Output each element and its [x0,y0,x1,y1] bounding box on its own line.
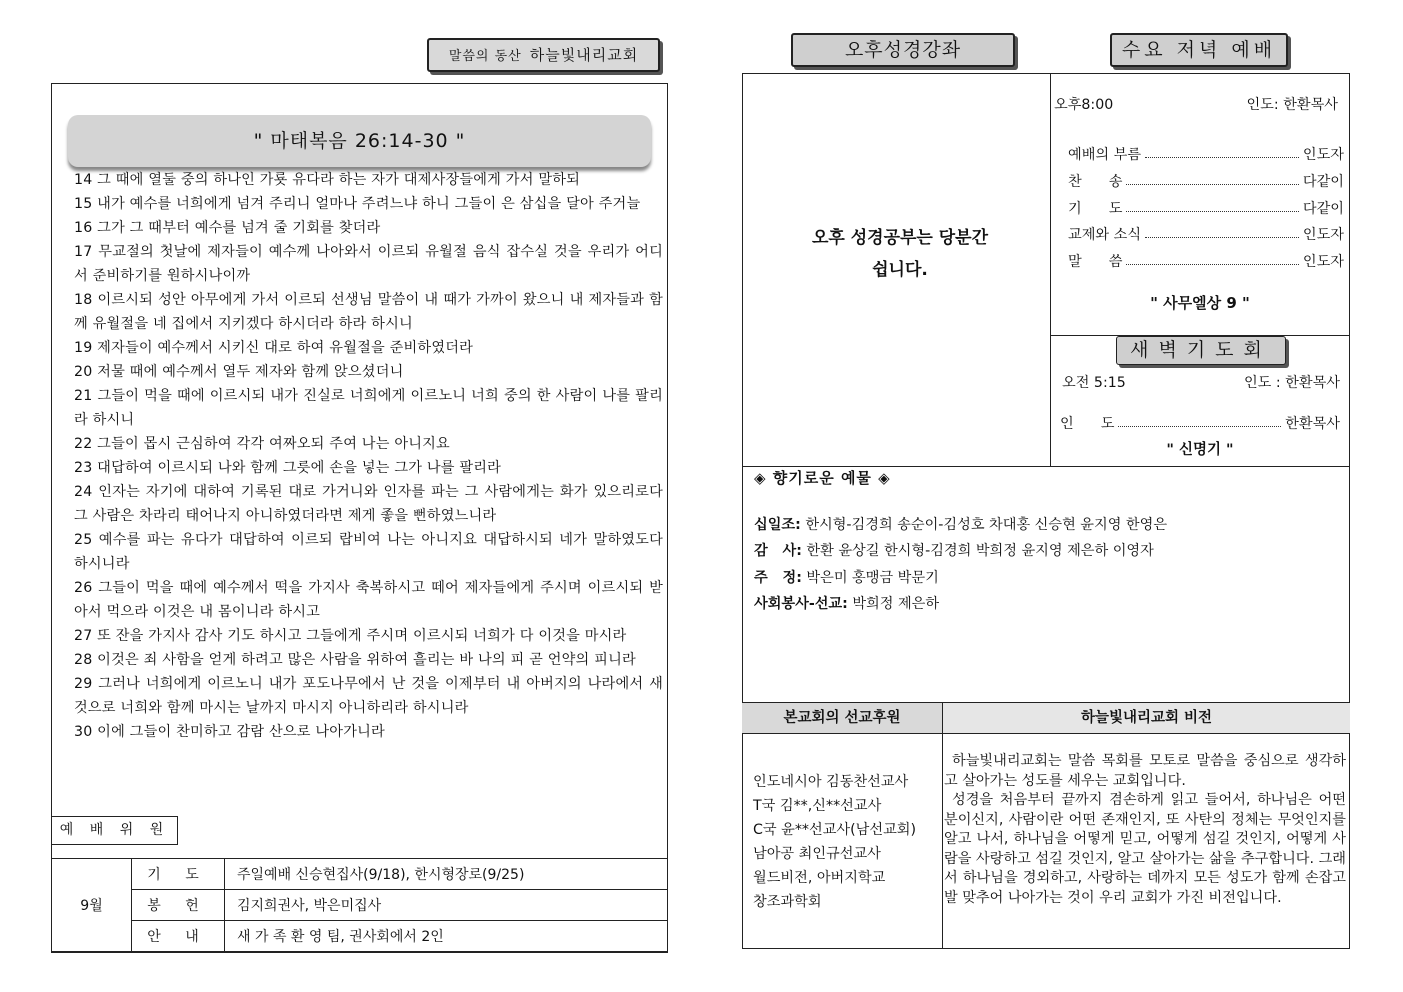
order-item [1068,171,1344,191]
verse: 28 이것은 죄 사함을 얻게 하려고 많은 사람을 위하여 흘리는 바 나의 피 곧 언약의 피니라 [74,652,636,668]
dawn-order-item [1060,413,1340,433]
offering-row [754,593,939,613]
vision-paragraph: 하늘빛내리교회는 말씀 목회를 모토로 말씀을 중심으로 생각하고 살아가는 성도를 세우는 교회입니다. [944,753,1346,789]
verse: 22 그들이 몹시 근심하여 각각 여짜오되 주여 나는 아니지요 [74,436,450,452]
duty-month: 9월 [52,859,132,952]
dot-leader [1126,257,1298,265]
worship-committee-label: 예 배 위 원 [51,816,178,845]
verse: 21 그들이 먹을 때에 이르시되 내가 진실로 너희에게 이르노니 너희 중의 한 사람이 나를 팔리라 하시니 [74,388,663,428]
verse: 26 그들이 먹을 때에 예수께서 떡을 가지사 축복하시고 떼어 제자들에게 주시며 이르시되 받아서 먹으라 이것은 내 몸이니라 하시고 [74,580,663,620]
order-label: 말 씀 [1068,254,1123,270]
offering-title: ◈ 향기로운 예물 ◈ [754,469,891,487]
offering-row [754,514,1167,534]
dawn-book: " 신명기 " [1166,442,1234,458]
bottom-table-header [742,702,1350,734]
wednesday-sermon: " 사무엘상 9 " [1150,294,1250,312]
order-label: 기 도 [1068,201,1123,217]
list-item: T국 김**,신**선교사 [753,798,882,814]
order-value: 한환목사 [1285,416,1340,432]
duty-detail: 새 가 족 환 영 팀, 권사회에서 2인 [225,921,668,952]
verse: 18 이르시되 성안 아무에게 가서 이르되 선생님 말씀이 내 때가 가까이 왔으니 내 제자들과 함께 유월절을 네 집에서 지키겠다 하시더라 하라 하시니 [74,292,663,332]
dawn-time-row [1062,372,1340,392]
list-item: C국 윤**선교사(남선교회) [753,822,917,838]
verse: 16 그가 그 때부터 예수를 넘겨 줄 기회를 찾더라 [74,220,381,236]
wednesday-service-tag: 수요 저녁 예배 [1110,33,1288,67]
dot-leader [1145,150,1299,158]
mission-list [753,770,938,914]
offering-label: 감 사: [754,543,802,559]
offering-label: 주 정: [754,570,802,586]
offering-names: 한환 윤상길 한시형-김경희 박희정 윤지영 제은하 이영자 [806,543,1154,559]
dot-leader [1126,204,1298,212]
table-row [52,890,668,921]
duty-detail: 김지희권사, 박은미집사 [225,890,668,921]
mission-header: 본교회의 선교후원 [783,710,901,726]
order-value: 인도자 [1302,254,1344,270]
verse: 23 대답하여 이르시되 나와 함께 그릇에 손을 넣는 그가 나를 팔리라 [74,460,502,476]
offering-names: 박희정 제은하 [852,596,940,612]
order-item [1068,198,1344,218]
wednesday-time-row [1054,94,1344,114]
vision-text [944,752,1346,908]
offering-names: 박은미 홍맹금 박문기 [806,570,939,586]
dot-leader [1118,419,1281,427]
order-item [1068,144,1344,164]
dot-leader [1145,230,1299,238]
offering-label: 사회봉사-선교: [754,596,848,612]
duty-role: 기 도 [132,859,225,890]
duty-detail: 주일예배 신승현집사(9/18), 한시형장로(9/25) [225,859,668,890]
order-label: 인 도 [1060,416,1115,432]
verse: 17 무교절의 첫날에 제자들이 예수께 나아와서 이르되 유월절 음식 잡수실 것을 우리가 어디서 준비하기를 원하시나이까 [74,244,663,284]
order-value: 다같이 [1302,201,1344,217]
order-label: 예배의 부름 [1068,147,1142,163]
order-value: 인도자 [1302,147,1344,163]
duty-role: 봉 헌 [132,890,225,921]
list-item: 창조과학회 [753,894,822,910]
afternoon-class-tag: 오후성경강좌 [791,33,1015,67]
dawn-leader: 인도 : 한환목사 [1243,375,1340,391]
dot-leader [1126,177,1298,185]
order-label: 찬 송 [1068,174,1123,190]
order-value: 인도자 [1302,227,1344,243]
verse: 14 그 때에 열둘 중의 하나인 가룟 유다라 하는 자가 대제사장들에게 가서 말하되 [74,172,581,188]
order-item [1068,224,1344,244]
notice-line: 쉽니다. [872,260,928,280]
wednesday-leader: 인도: 한환목사 [1246,97,1338,113]
verse: 29 그러나 너희에게 이르노니 내가 포도나무에서 난 것을 이제부터 내 아버지의 나라에서 새것으로 너희와 함께 마시는 날까지 마시지 아니하리라 하시니라 [74,676,663,716]
list-item: 인도네시아 김동찬선교사 [753,774,909,790]
divider [942,702,943,949]
duty-role: 안 내 [132,921,225,952]
list-item: 남아공 최인규선교사 [753,846,881,862]
verse: 24 인자는 자기에 대하여 기록된 대로 가거니와 인자를 파는 그 사람에게는 화가 있으리로다 그 사람은 차라리 태어나지 아니하였더라면 제게 좋을 뻔하였느니라 [74,484,663,524]
dawn-prayer-tag: 새벽기도회 [1116,336,1286,365]
scripture-verses [74,168,663,744]
verse: 27 또 잔을 가지사 감사 기도 하시고 그들에게 주시며 이르시되 너희가 다 이것을 마시라 [74,628,627,644]
table-row [52,859,668,890]
offering-row [754,540,1154,560]
vision-header: 하늘빛내리교회 비전 [942,703,1350,733]
offering-row [754,567,939,587]
duty-table [51,858,668,952]
order-value: 다같이 [1302,174,1344,190]
order-label: 교제와 소식 [1068,227,1142,243]
notice-line: 오후 성경공부는 당분간 [811,228,989,248]
church-name: 하늘빛내리교회 [529,46,639,64]
verse: 20 저물 때에 예수께서 열두 제자와 함께 앉으셨더니 [74,364,404,380]
afternoon-notice [790,222,1010,286]
vision-paragraph: 성경을 처음부터 끝까지 겸손하게 읽고 들어서, 하나님은 어떤 분이신지, 사람이란 어떤 존재인지, 또 사탄의 정체는 무엇인지를 알고 나서, 하나님을 어떻게 믿고, 어떻게 섬길 것인지, 어떻게 사람을 사랑하고 섬길 것인지, 알고 살아가는 삶을 추구합니다. 그래서 하나님을 경외하고, 사랑하는 데까지 모든 성도가 함께 손잡고 발 맞추어 나아가는 것이 우리 교회가 가진 비전입니다. [944,792,1346,906]
wednesday-time: 오후8:00 [1054,97,1114,113]
verse: 19 제자들이 예수께서 시키신 대로 하여 유월절을 준비하였더라 [74,340,474,356]
verse: 30 이에 그들이 찬미하고 감람 산으로 나아가니라 [74,724,385,740]
verse: 25 예수를 파는 유다가 대답하여 이르되 랍비여 나는 아니지요 대답하시되 네가 말하였도다 하시니라 [74,532,663,572]
verse: 15 내가 예수를 너희에게 넘겨 주리니 얼마나 주려느냐 하니 그들이 은 삼십을 달아 주거늘 [74,196,641,212]
order-item [1068,251,1344,271]
table-row [52,921,668,952]
divider [1050,73,1051,466]
church-motto: 말씀의 동산 [448,49,522,64]
dawn-time: 오전 5:15 [1062,375,1126,391]
church-name-tag [427,38,660,72]
list-item: 월드비전, 아버지학교 [753,870,886,886]
offering-label: 십일조: [754,517,801,533]
offering-names: 한시형-김경희 송순이-김성호 차대홍 신승현 윤지영 한영은 [805,517,1168,533]
scripture-title: " 마태복음 26:14-30 " [68,115,651,167]
